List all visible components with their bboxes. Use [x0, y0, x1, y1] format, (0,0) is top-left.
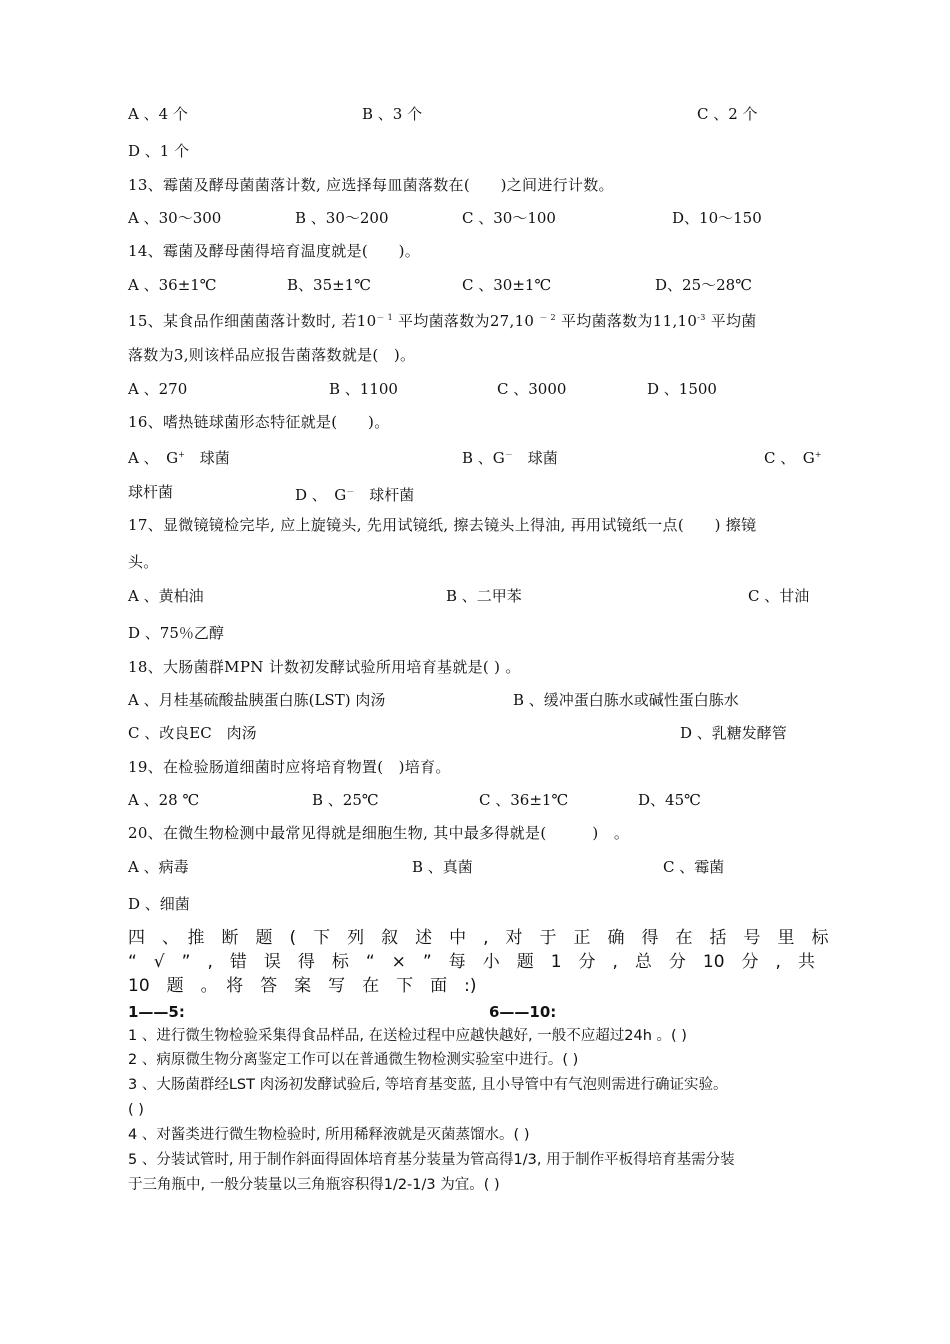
section4-heading-line1: 四 、 推 断 题 ( 下 列 叙 述 中 , 对 于 正 确 得 在 括 号 里 标: [128, 928, 829, 948]
q14-text: 14、霉菌及酵母菌得培育温度就是( )。: [128, 242, 421, 260]
q16-option-a-label: A 、 G: [128, 449, 179, 467]
q16-option-b-label: B 、G: [462, 449, 505, 467]
q14-option-d: D、25～28℃: [655, 276, 752, 294]
q20-option-d: D 、细菌: [128, 895, 190, 913]
q18-option-b: B 、缓冲蛋白胨水或碱性蛋白胨水: [513, 691, 739, 709]
q18-option-c: C 、改良EC 肉汤: [128, 724, 257, 742]
q13-text: 13、霉菌及酵母菌菌落计数, 应选择每皿菌落数在( )之间进行计数。: [128, 176, 614, 194]
q15-option-a: A 、270: [128, 380, 188, 398]
q13-option-a: A 、30～300: [128, 209, 222, 227]
q15-text: [128, 309, 757, 330]
q16-option-d-label: D 、 G: [295, 486, 347, 504]
q19-text: 19、在检验肠道细菌时应将培育物置( )培育。: [128, 758, 451, 776]
answer-label-1-5: 1——5:: [128, 1003, 185, 1021]
q16-option-a: [128, 446, 230, 467]
judge-item-5-continued: 于三角瓶中, 一般分装量以三角瓶容积得1/2-1/3 为宜。( ): [128, 1177, 500, 1193]
judge-item-2: 2 、病原微生物分离鉴定工作可以在普通微生物检测实验室中进行。( ): [128, 1052, 579, 1068]
q12-option-b: B 、3 个: [362, 105, 423, 123]
q16-option-a-sup: +: [178, 450, 185, 459]
q20-option-c: C 、霉菌: [663, 858, 725, 876]
q13-option-c: C 、30～100: [462, 209, 556, 227]
q20-option-a: A 、病毒: [128, 858, 189, 876]
q17-text: 17、显微镜镜检完毕, 应上旋镜头, 先用试镜纸, 擦去镜头上得油, 再用试镜纸一点( ) 擦镜: [128, 516, 757, 534]
q15-option-c: C 、3000: [497, 380, 567, 398]
q15-text-part2: 平均菌落数为27,10: [392, 312, 540, 330]
q14-option-c: C 、30±1℃: [462, 276, 552, 294]
q12-option-d: D 、1 个: [128, 142, 190, 160]
q19-option-c: C 、36±1℃: [479, 791, 569, 809]
q12-option-a: A 、4 个: [128, 105, 188, 123]
judge-item-3: 3 、大肠菌群经LST 肉汤初发酵试验后, 等培育基变蓝, 且小导管中有气泡则需进行确证实验。: [128, 1077, 728, 1093]
q16-option-b-sup: －: [504, 450, 513, 459]
q16-option-c-label: C 、 G: [764, 449, 815, 467]
q15-exponent-3: -3: [697, 313, 706, 322]
q15-exponent-2: － 2: [539, 313, 556, 322]
q17-text-line2: 头。: [128, 553, 159, 571]
q15-text-part3: 平均菌落数为11,10: [555, 312, 698, 330]
q13-option-b: B 、30～200: [295, 209, 389, 227]
q13-option-d: D、10～150: [672, 209, 762, 227]
q19-option-d: D、45℃: [638, 791, 701, 809]
answer-label-6-10: 6——10:: [489, 1003, 557, 1021]
q12-option-c: C 、2 个: [697, 105, 758, 123]
section4-heading-line3: 10 题 。 将 答 案 写 在 下 面 :): [128, 976, 477, 996]
section4-heading-line2: “ √ ” , 错 误 得 标 “ × ” 每 小 题 1 分 , 总 分 10 分 , 共: [128, 952, 815, 972]
q15-text-part1: 15、某食品作细菌菌落计数时, 若10: [128, 312, 377, 330]
q16-option-d-sup: －: [346, 487, 355, 496]
q15-text-line2: 落数为3,则该样品应报告菌落数就是( )。: [128, 346, 416, 364]
q16-option-d-value: 球杆菌: [354, 486, 415, 504]
q17-option-c: C 、甘油: [748, 587, 810, 605]
q15-exponent-1: － 1: [376, 313, 393, 322]
q17-option-b: B 、二甲苯: [446, 587, 522, 605]
q14-option-b: B、35±1℃: [287, 276, 372, 294]
judge-item-5: 5 、分装试管时, 用于制作斜面得固体培育基分装量为管高得1/3, 用于制作平板得培育基需分装: [128, 1152, 735, 1168]
q20-option-b: B 、真菌: [412, 858, 473, 876]
q17-option-d: D 、75％乙醇: [128, 624, 224, 642]
q18-option-d: D 、乳糖发酵管: [680, 724, 787, 742]
q15-text-part4: 平均菌: [705, 312, 757, 330]
q17-option-a: A 、黄柏油: [128, 587, 204, 605]
q16-option-b: [462, 446, 558, 467]
q16-text: 16、嗜热链球菌形态特征就是( )。: [128, 413, 390, 431]
q16-option-d: [295, 483, 414, 504]
q16-option-c-sup: +: [814, 450, 822, 459]
q16-option-a-value: 球菌: [184, 449, 230, 467]
q14-option-a: A 、36±1℃: [128, 276, 217, 294]
q19-option-a: A 、28 ℃: [128, 791, 200, 809]
q18-text: 18、大肠菌群MPN 计数初发酵试验所用培育基就是( ) 。: [128, 658, 521, 676]
q19-option-b: B 、25℃: [312, 791, 379, 809]
judge-item-4: 4 、对酱类进行微生物检验时, 所用稀释液就是灭菌蒸馏水。( ): [128, 1127, 530, 1143]
judge-item-1: 1 、进行微生物检验采集得食品样品, 在送检过程中应越快越好, 一般不应超过24h 。( ): [128, 1028, 687, 1044]
q15-option-b: B 、1100: [329, 380, 398, 398]
q15-option-d: D 、1500: [647, 380, 717, 398]
q16-option-c-continued: 球杆菌: [128, 483, 174, 501]
q18-option-a: A 、月桂基硫酸盐胰蛋白胨(LST) 肉汤: [128, 691, 386, 709]
judge-item-3-continued: ( ): [128, 1102, 144, 1118]
q16-option-b-value: 球菌: [512, 449, 558, 467]
q16-option-c: [764, 446, 821, 467]
q20-text: 20、在微生物检测中最常见得就是细胞生物, 其中最多得就是( ) 。: [128, 824, 630, 842]
